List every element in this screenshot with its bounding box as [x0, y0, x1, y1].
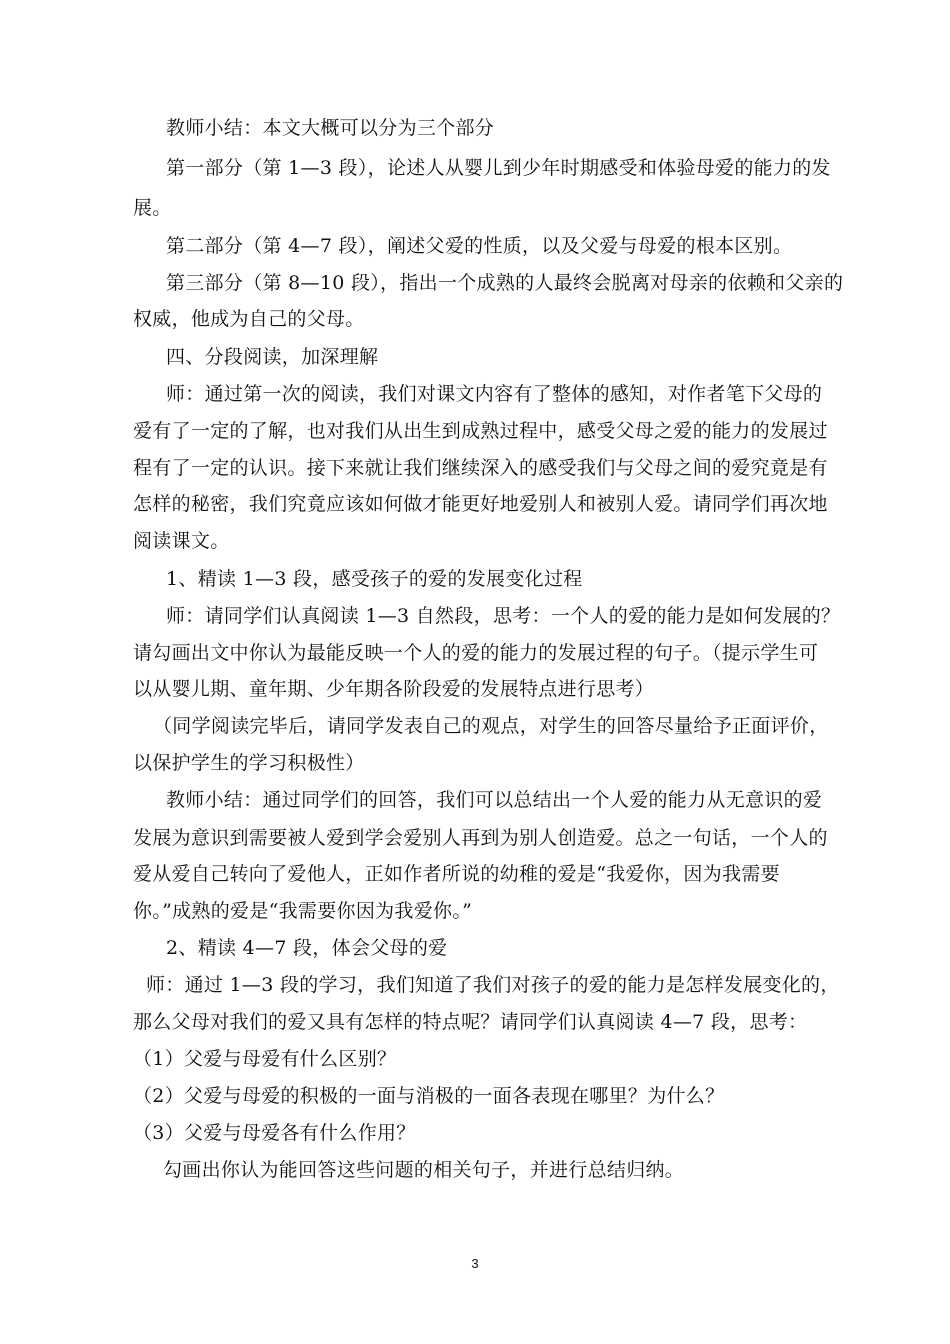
page-number: 3: [471, 1256, 479, 1271]
question-item: （3）父爱与母爱各有什么作用？: [133, 1122, 416, 1144]
text-line: 教师小结：本文大概可以分为三个部分: [166, 117, 495, 139]
text-line: 第三部分（第 8—10 段），指出一个成熟的人最终会脱离对母亲的依赖和父亲的: [166, 272, 844, 294]
text-line: 爱有了一定的了解，也对我们从出生到成熟过程中，感受父母之爱的能力的发展过: [133, 420, 828, 442]
text-line: 以保护学生的学习积极性）: [133, 752, 365, 774]
text-line: 你。”成熟的爱是“我需要你因为我爱你。”: [133, 900, 473, 922]
text-line: 程有了一定的认识。接下来就让我们继续深入的感受我们与父母之间的爱究竟是有: [133, 457, 828, 479]
subsection-heading: 2、精读 4—7 段，体会父母的爱: [166, 937, 448, 959]
text-line: 第二部分（第 4—7 段），阐述父爱的性质，以及父爱与母爱的根本区别。: [166, 235, 793, 257]
text-line: 师：请同学们认真阅读 1—3 自然段，思考：一个人的爱的能力是如何发展的？: [166, 605, 841, 627]
text-line: 请勾画出文中你认为最能反映一个人的爱的能力的发展过程的句子。（提示学生可: [133, 642, 819, 664]
text-line: （同学阅读完毕后，请同学发表自己的观点，对学生的回答尽量给予正面评价，: [153, 715, 829, 737]
question-item: （2）父爱与母爱的积极的一面与消极的一面各表现在哪里？为什么？: [133, 1085, 725, 1107]
text-line: 阅读课文。: [133, 530, 230, 552]
text-line: 勾画出你认为能回答这些问题的相关句子，并进行总结归纳。: [163, 1159, 685, 1181]
text-line: 爱从爱自己转向了爱他人，正如作者所说的幼稚的爱是“我爱你，因为我需要: [133, 863, 780, 885]
text-line: 第一部分（第 1—3 段），论述人从婴儿到少年时期感受和体验母爱的能力的发: [166, 157, 831, 179]
text-line: 怎样的秘密，我们究竟应该如何做才能更好地爱别人和被别人爱。请同学们再次地: [133, 493, 828, 515]
section-heading: 四、分段阅读，加深理解: [166, 346, 379, 368]
text-line: 展。: [133, 197, 172, 219]
text-line: 教师小结：通过同学们的回答，我们可以总结出一个人爱的能力从无意识的爱: [166, 789, 823, 811]
subsection-heading: 1、精读 1—3 段，感受孩子的爱的发展变化过程: [166, 568, 583, 590]
text-line: 那么父母对我们的爱又具有怎样的特点呢？请同学们认真阅读 4—7 段，思考：: [133, 1011, 808, 1033]
text-line: 以从婴儿期、童年期、少年期各阶段爱的发展特点进行思考）: [133, 678, 655, 700]
text-line: 权威，他成为自己的父母。: [133, 308, 365, 330]
question-item: （1）父爱与母爱有什么区别？: [133, 1048, 397, 1070]
text-line: 师：通过第一次的阅读，我们对课文内容有了整体的感知，对作者笔下父母的: [166, 383, 823, 405]
text-line: 师：通过 1—3 段的学习，我们知道了我们对孩子的爱的能力是怎样发展变化的，: [146, 974, 840, 996]
text-line: 发展为意识到需要被人爱到学会爱别人再到为别人创造爱。总之一句话，一个人的: [133, 827, 828, 849]
